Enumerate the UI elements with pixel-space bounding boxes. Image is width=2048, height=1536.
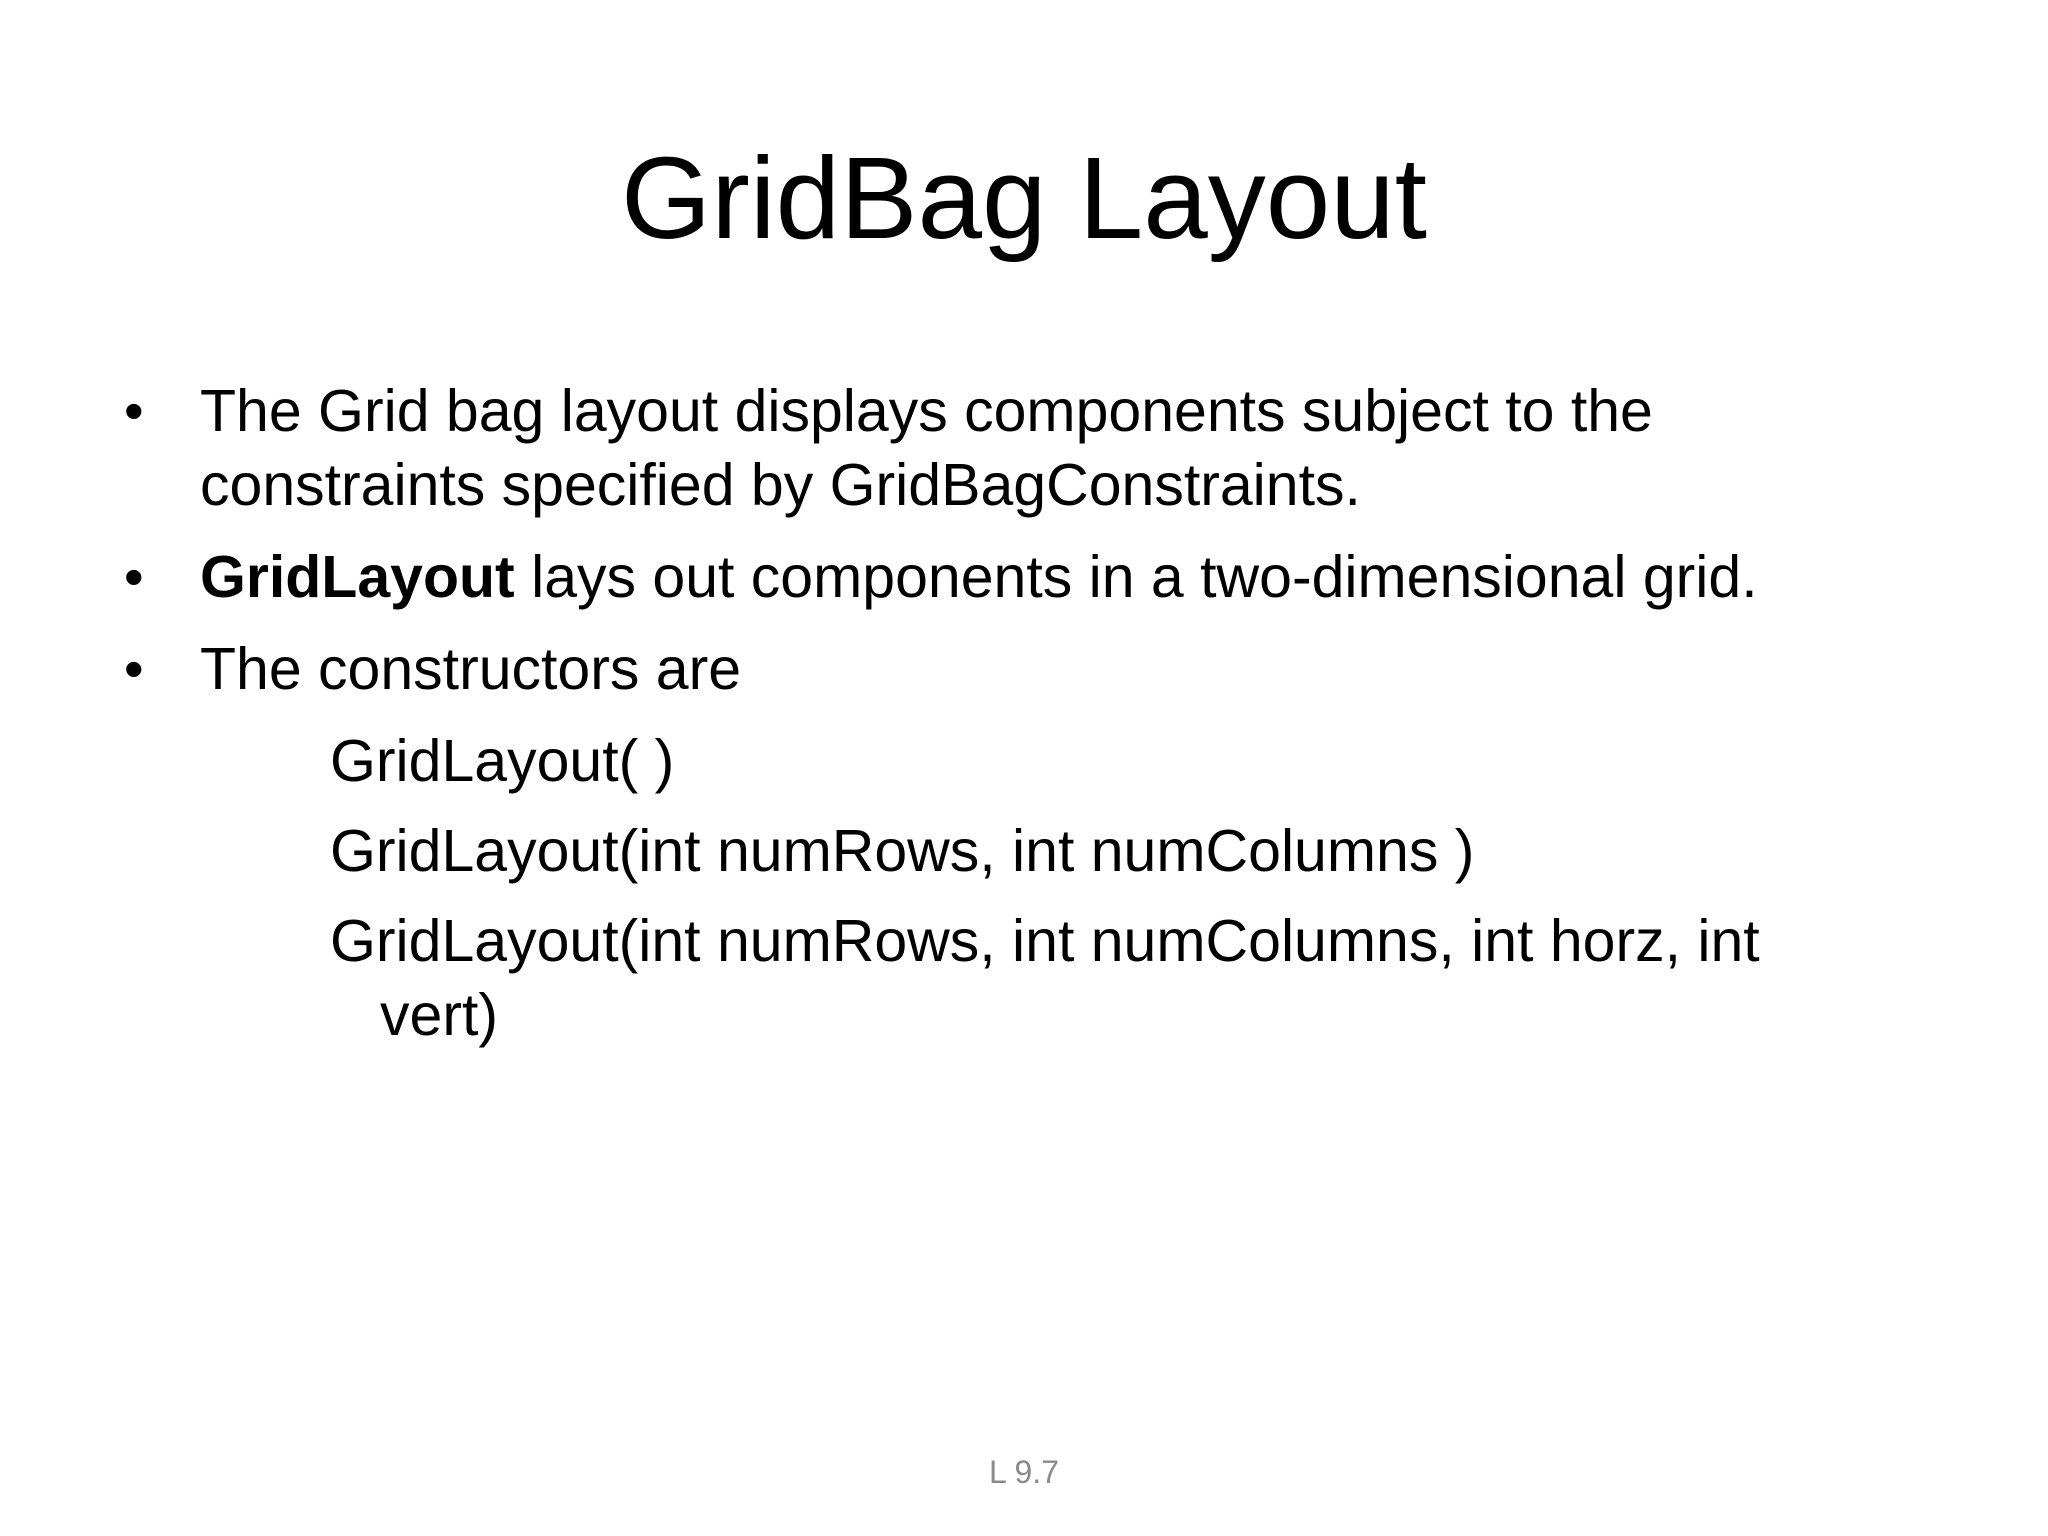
constructor-line-1: GridLayout( ) [330, 728, 675, 794]
constructor-line-3 [330, 904, 1760, 1052]
bullet-icon: • [124, 637, 144, 700]
bullet-icon: • [124, 545, 144, 608]
bullet-rest-text: lays out components in a two-dimensional grid. [514, 544, 1758, 610]
bullet-line: constraints specified by GridBagConstraints. [200, 452, 1361, 518]
bullet-text [200, 374, 1980, 522]
slide-title: GridBag Layout [620, 133, 1428, 263]
constructor-line-3-continuation: vert) [380, 982, 498, 1048]
bullet-line: The Grid bag layout displays components subject to the [200, 378, 1653, 444]
bullet-bold-term: GridLayout [200, 544, 515, 610]
slide-footer-label: L 9.7 [989, 1454, 1059, 1490]
constructor-line-3-text: GridLayout(int numRows, int numColumns, int horz, int [330, 908, 1760, 974]
bullet-text [200, 540, 1980, 614]
constructor-line-2: GridLayout(int numRows, int numColumns ) [330, 818, 1475, 884]
bullet-text: The constructors are [200, 636, 742, 702]
bullet-icon: • [124, 379, 144, 442]
